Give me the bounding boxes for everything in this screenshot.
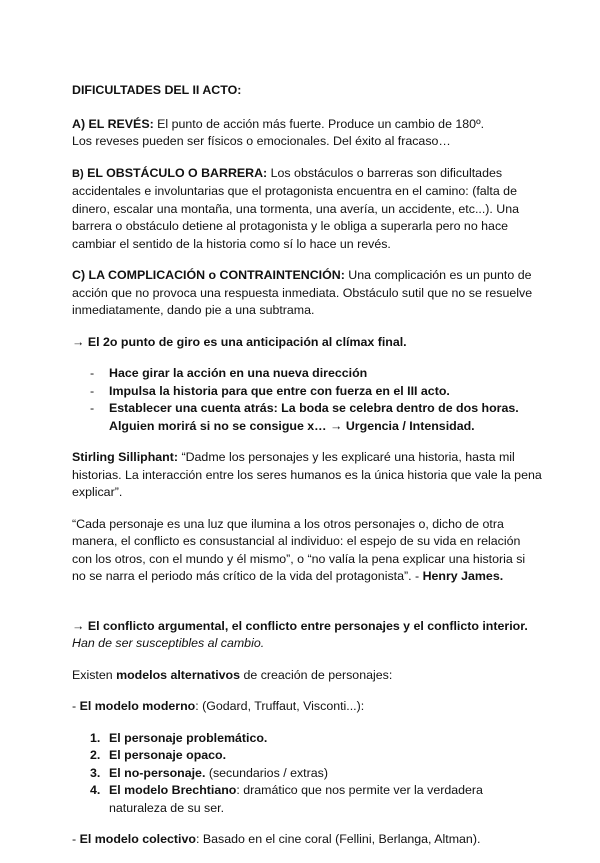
dash-marker: -: [90, 401, 95, 415]
conflict-block: [72, 618, 542, 653]
list-item: 4. El modelo Brechtiano: dramático que nos permite ver la verdadera naturaleza de su ser.: [90, 783, 483, 815]
silliphant-text: “Dadme los personajes y les explicaré una historia, hasta mil historias. La interacción entre los seres humanos es la única historia que vale la pena explicar”.: [72, 450, 542, 499]
collective-model: - El modelo colectivo: Basado en el cine coral (Fellini, Berlanga, Altman).: [72, 832, 481, 846]
section-c-text: Una complicación es un punto de acción que no provoca una respuesta inmediata. Obstáculo sutil que no se resuelve inmediatamente, dando pie a una subtrama.: [72, 268, 533, 317]
section-b-label: EL OBSTÁCULO O BARRERA:: [87, 165, 268, 180]
section-reves: [72, 116, 542, 151]
silliphant-quote: [72, 449, 542, 502]
models-intro: Existen modelos alternativos de creación de personajes:: [72, 667, 393, 682]
collective-model-label: El modelo colectivo: [79, 832, 196, 846]
section-b-marker: B): [72, 167, 84, 180]
models-intro-bold: modelos alternativos: [116, 667, 241, 682]
turning-point-heading: → El 2o punto de giro es una anticipación al clímax final.: [72, 334, 407, 349]
document-title: DIFICULTADES DEL II ACTO:: [72, 83, 242, 97]
silliphant-name: Stirling Silliphant:: [72, 450, 179, 464]
conflict-heading: → El conflicto argumental, el conflicto entre personajes y el conflicto interior.: [72, 618, 528, 633]
dash-marker: -: [90, 383, 95, 398]
section-a-marker: A): [72, 116, 86, 131]
section-a-text: El punto de acción más fuerte. Produce un cambio de 180º.: [153, 116, 485, 131]
section-a-label: EL REVÉS:: [88, 116, 154, 131]
list-item: - Impulsa la historia para que entre con fuerza en el III acto.: [90, 383, 542, 401]
list-item: 1. El personaje problemático.: [90, 730, 268, 745]
modern-model-label: El modelo moderno: [79, 699, 196, 713]
list-item: - Establecer una cuenta atrás: La boda se celebra dentro de dos horas. Alguien morirá si no se consigue x… → Urgencia / Intensidad.: [90, 401, 519, 433]
modern-model: - El modelo moderno: (Godard, Truffaut, Visconti...):: [72, 699, 365, 713]
conflict-note: Han de ser susceptibles al cambio.: [72, 636, 265, 650]
james-author: Henry James.: [422, 569, 504, 583]
section-c-marker: C): [72, 268, 86, 282]
james-quote: [72, 516, 542, 586]
section-c-label: LA COMPLICACIÓN o CONTRAINTENCIÓN:: [88, 268, 345, 282]
list-item: - Hace girar la acción en una nueva dirección: [90, 365, 542, 383]
james-text: “Cada personaje es una luz que ilumina a los otros personajes o, dicho de otra manera, el conflicto es consustancial al individuo: el espejo de su vida en relación con los otros, con el mundo y él mismo”, o “no valía la pena explicar una historia si no se narra el periodo más crítico de la vida del protagonista”. -: [72, 516, 526, 583]
document-page: [72, 82, 542, 863]
section-obstaculo: [72, 165, 542, 254]
section-b-text: Los obstáculos o barreras son dificultades accidentales e involuntarias que el protagonista encuentra en el camino: (falta de dinero, escalar una montaña, una tormenta, una avería, un accidente, etc...). Una barrera o obstáculo detiene al protagonista y le obliga a superarla pero no hace cambiar el sentido de la historia como sí lo hace un revés.: [72, 165, 520, 251]
modern-model-list: [72, 730, 542, 818]
list-item: 2. El personaje opaco.: [90, 748, 227, 762]
section-complicacion: [72, 267, 542, 320]
list-item: 3. El no-personaje. (secundarios / extras): [90, 765, 328, 780]
turning-point-list: [72, 365, 542, 435]
section-a-text-2: Los reveses pueden ser físicos o emocionales. Del éxito al fracaso…: [72, 134, 451, 148]
dash-marker: -: [90, 366, 95, 380]
